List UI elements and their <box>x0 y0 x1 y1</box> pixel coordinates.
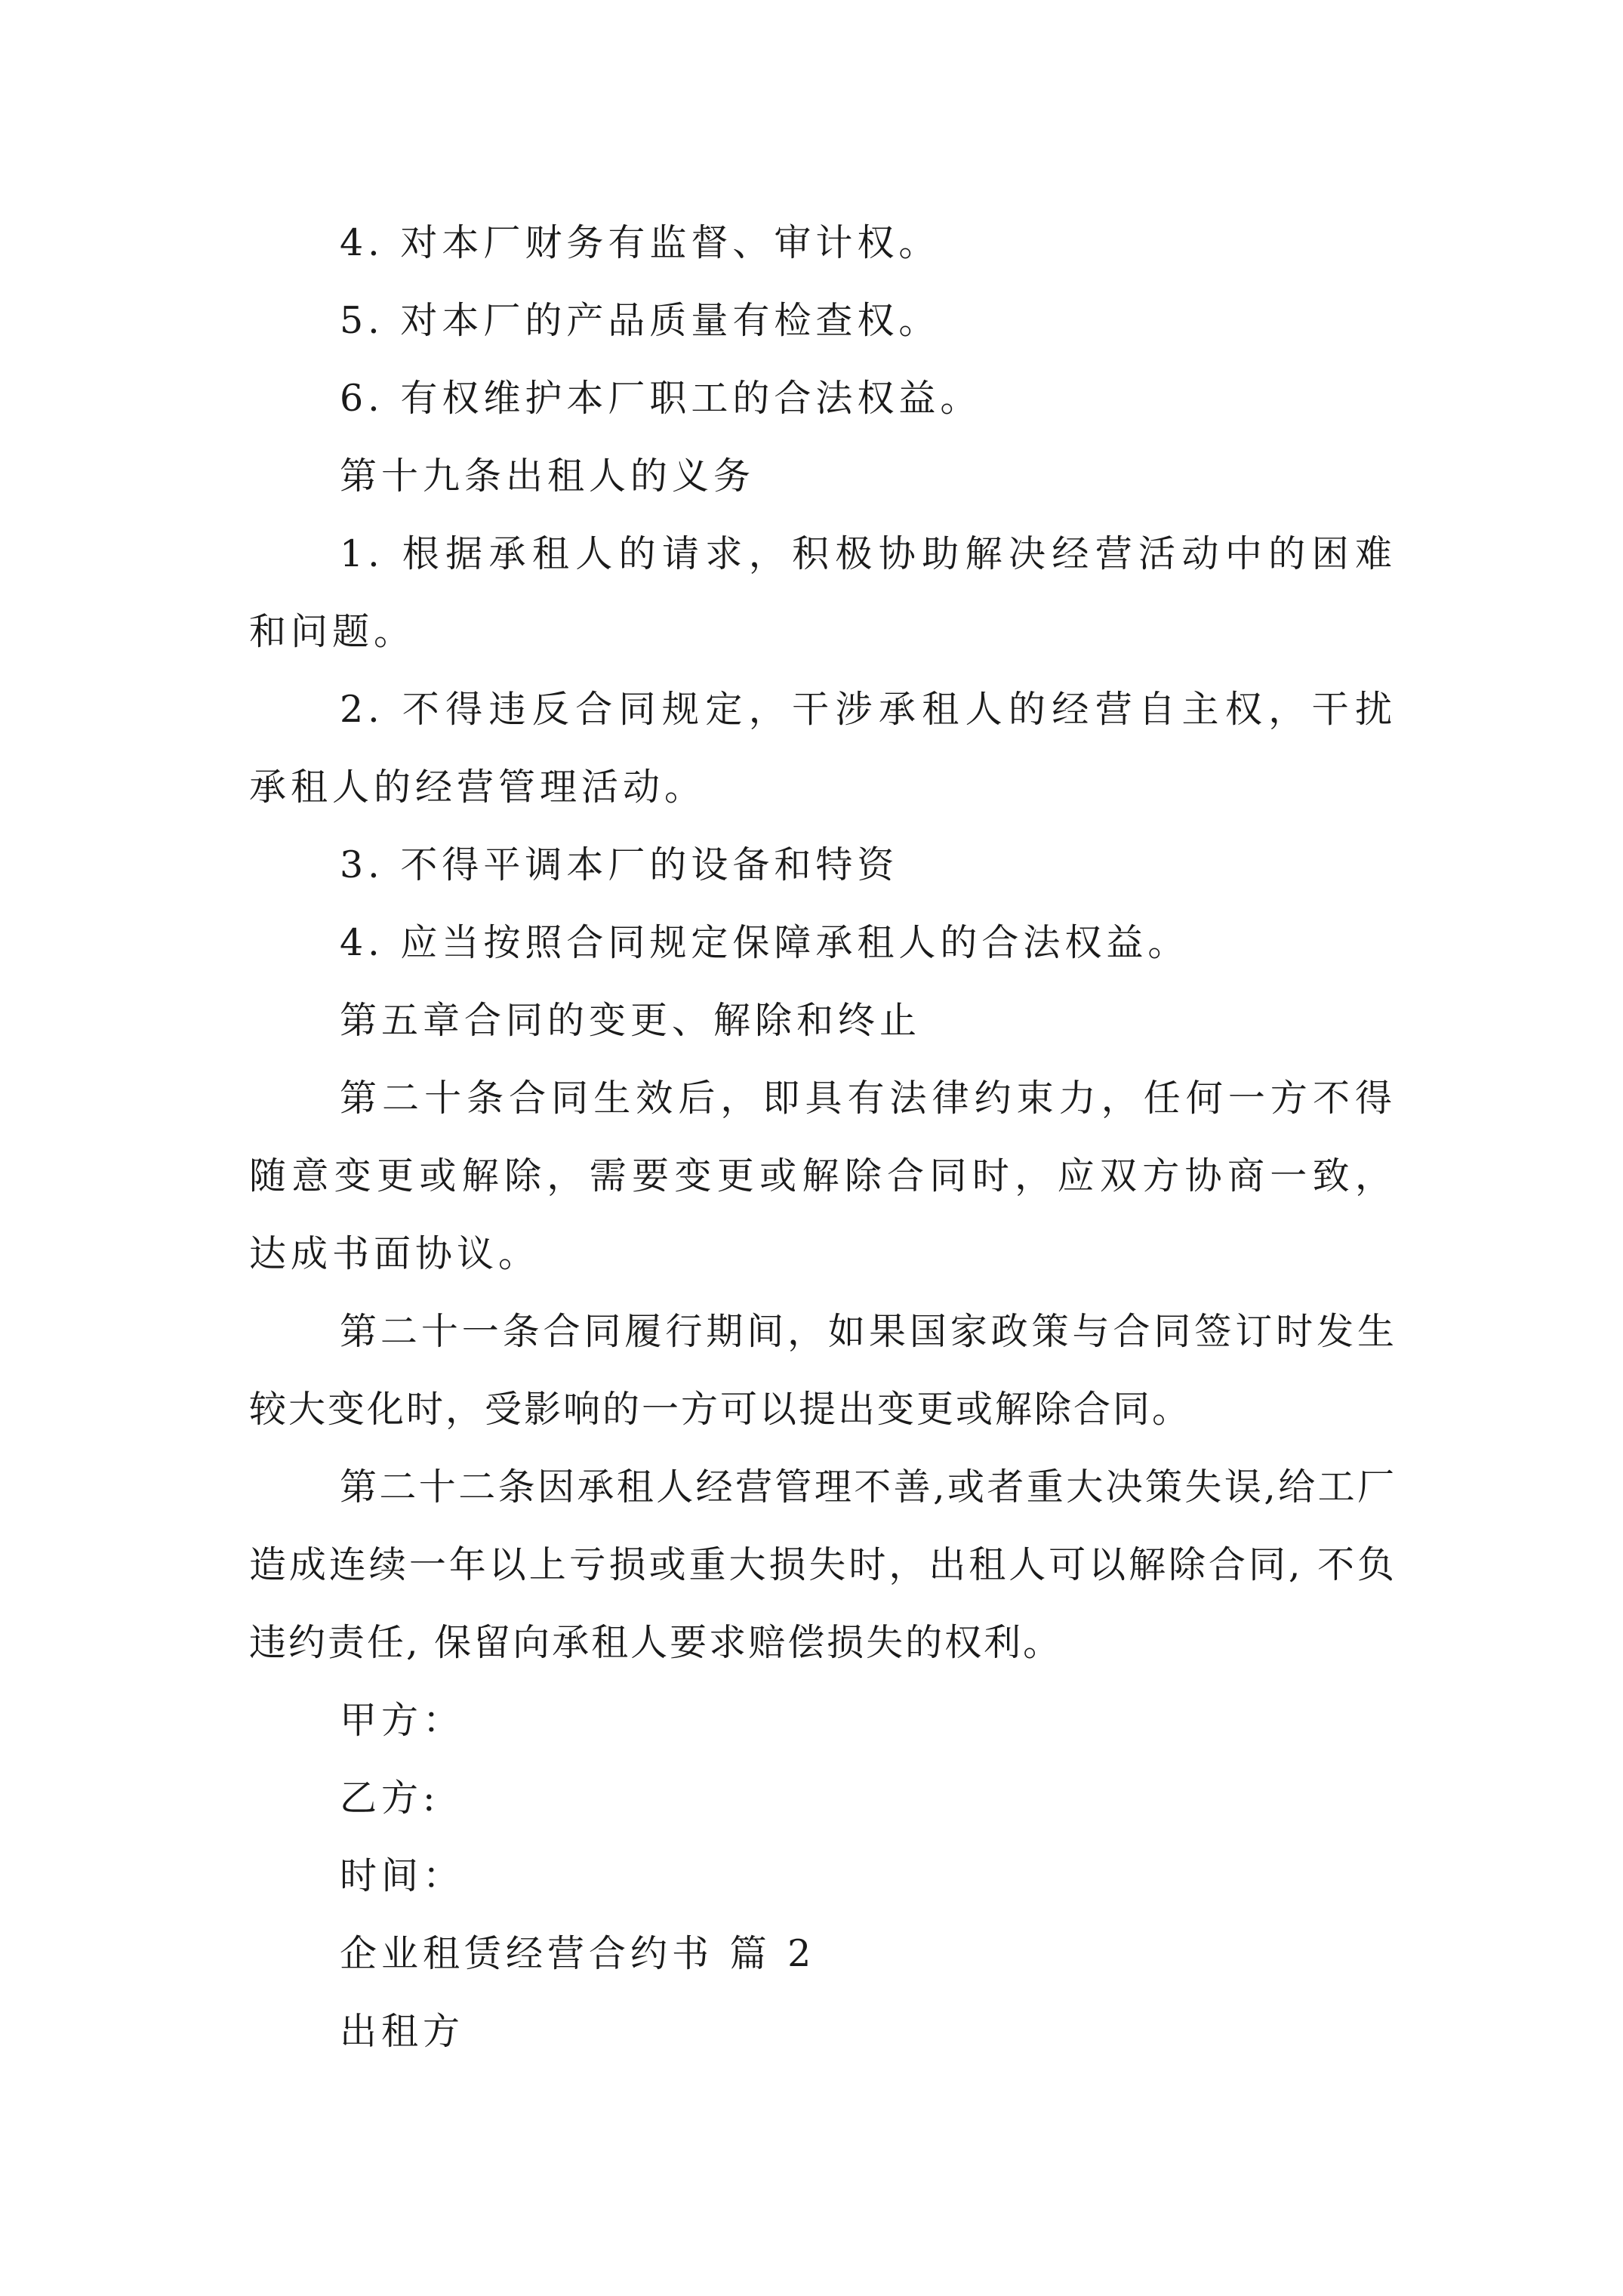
paragraph: 出租方 <box>340 2010 465 2053</box>
date-label: 时间： <box>340 1854 465 1897</box>
paragraph: 4. 应当按照合同规定保障承租人的合法权益。 <box>340 921 1190 964</box>
paragraph: 3. 不得平调本厂的设备和特资 <box>340 843 899 886</box>
paragraph: 6. 有权维护本厂职工的合法权益。 <box>340 377 982 420</box>
party-b-label: 乙方: <box>340 1777 440 1820</box>
paragraph: 第二十二条因承租人经营管理不善,或者重大决策失误,给工厂造成连续一年以上亏损或重大损失时，出租人可以解除合同, 不负违约责任, 保留向承租人要求赔偿损失的权利。 <box>249 1465 1397 1664</box>
paragraph: 1. 根据承租人的请求，积极协助解决经营活动中的困难和问题。 <box>249 532 1397 653</box>
paragraph: 2. 不得违反合同规定，干涉承租人的经营自主权，干扰承租人的经营管理活动。 <box>249 688 1397 809</box>
article-heading: 第十九条出租人的义务 <box>340 455 756 498</box>
party-a-label: 甲方： <box>340 1699 465 1742</box>
paragraph: 第二十一条合同履行期间，如果国家政策与合同签订时发生较大变化时，受影响的一方可以提出变更或解除合同。 <box>249 1310 1397 1431</box>
paragraph: 4. 对本厂财务有监督、审计权。 <box>340 221 941 264</box>
paragraph: 5. 对本厂的产品质量有检查权。 <box>340 299 941 342</box>
paragraph: 第二十条合同生效后，即具有法律约束力，任何一方不得随意变更或解除，需要变更或解除合同时，应双方协商一致，达成书面协议。 <box>249 1077 1397 1275</box>
section-title: 企业租赁经营合约书 篇 2 <box>340 1932 816 1975</box>
document-body <box>249 204 1397 2070</box>
chapter-heading: 第五章合同的变更、解除和终止 <box>340 999 922 1042</box>
